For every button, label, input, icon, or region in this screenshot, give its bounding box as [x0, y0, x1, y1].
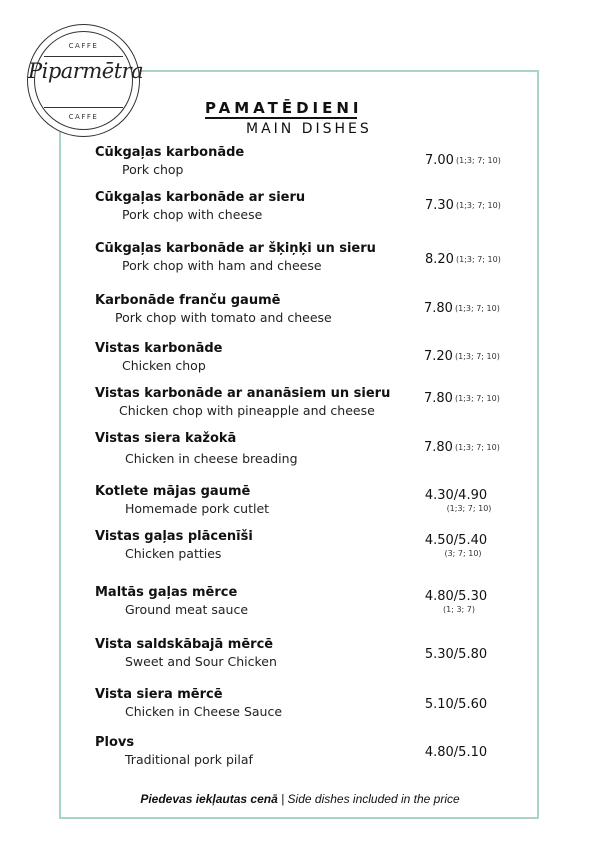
dish-name-lv: Vistas karbonāde ar ananāsiem un sieru — [95, 386, 391, 401]
dish-name-lv: Plovs — [95, 735, 135, 750]
section-title-en: MAIN DISHES — [246, 121, 372, 137]
dish-price — [425, 153, 501, 168]
logo-caffe-top: CAFFE — [68, 42, 99, 50]
allergen-codes: (1;3; 7; 10) — [455, 255, 501, 264]
dish-price — [424, 391, 500, 406]
dish-name-en: Ground meat sauce — [125, 602, 249, 617]
dish-name-lv: Cūkgaļas karbonāde ar sieru — [95, 190, 306, 205]
menu-item — [0, 687, 600, 731]
footer-lv: Piedevas iekļautas cenā — [140, 792, 278, 806]
menu-item — [0, 484, 600, 528]
dish-name-en: Chicken patties — [125, 546, 222, 561]
allergen-codes: (1;3; 7; 10) — [455, 156, 501, 165]
price-value: 7.20 — [424, 349, 453, 364]
menu-item — [0, 145, 600, 189]
section-title-underline — [205, 117, 357, 119]
dish-name-en: Traditional pork pilaf — [125, 752, 253, 767]
dish-name-lv: Karbonāde franču gaumē — [95, 293, 281, 308]
logo-rule-bottom — [44, 107, 123, 108]
dish-name-lv: Kotlete mājas gaumē — [95, 484, 251, 499]
dish-name-en: Pork chop with cheese — [122, 207, 263, 222]
allergen-codes: (1;3; 7; 10) — [446, 504, 492, 513]
dish-name-lv: Vista saldskābajā mērcē — [95, 637, 274, 652]
dish-name-en: Chicken in Cheese Sauce — [125, 704, 283, 719]
dish-price — [425, 198, 501, 213]
menu-item — [0, 735, 600, 779]
logo-rule-top — [44, 56, 123, 57]
footer-separator: | — [277, 792, 288, 806]
menu-item — [0, 585, 600, 629]
dish-name-lv: Vistas siera kažokā — [95, 431, 237, 446]
price-value: 7.80 — [424, 301, 453, 316]
footer-en: Side dishes included in the price — [287, 792, 460, 806]
dish-price: 4.30/4.90 — [424, 488, 488, 503]
dish-name-en: Chicken chop with pineapple and cheese — [119, 403, 375, 418]
menu-item — [0, 241, 600, 285]
dish-price: 4.80/5.10 — [424, 745, 488, 760]
dish-price: 4.50/5.40 — [424, 533, 488, 548]
dish-name-en: Chicken chop — [122, 358, 206, 373]
dish-name-lv: Vistas gaļas plācenīši — [95, 529, 253, 544]
dish-name-en: Homemade pork cutlet — [125, 501, 270, 516]
dish-price: 5.30/5.80 — [424, 647, 488, 662]
dish-name-lv: Vista siera mērcē — [95, 687, 223, 702]
dish-name-lv: Cūkgaļas karbonāde — [95, 145, 245, 160]
dish-name-en: Sweet and Sour Chicken — [125, 654, 277, 669]
menu-item — [0, 386, 600, 430]
dish-name-en: Chicken in cheese breading — [125, 451, 298, 466]
menu-item — [0, 529, 600, 573]
menu-item — [0, 293, 600, 337]
dish-price — [424, 349, 500, 364]
dish-price — [424, 440, 500, 455]
price-value: 8.20 — [425, 252, 454, 267]
price-value: 7.80 — [424, 440, 453, 455]
dish-name-en: Pork chop with tomato and cheese — [115, 310, 332, 325]
dish-price — [424, 301, 500, 316]
dish-name-en: Pork chop with ham and cheese — [122, 258, 322, 273]
section-title-lv: PAMATĒDIENI — [205, 99, 363, 117]
price-value: 7.30 — [425, 198, 454, 213]
menu-item — [0, 190, 600, 234]
dish-name-lv: Cūkgaļas karbonāde ar šķiņķi un sieru — [95, 241, 376, 256]
footer-note — [0, 792, 600, 806]
logo-caffe-bottom: CAFFE — [68, 113, 99, 121]
allergen-codes: (3; 7; 10) — [444, 549, 482, 558]
dish-price: 4.80/5.30 — [424, 589, 488, 604]
menu-item — [0, 341, 600, 385]
allergen-codes: (1;3; 7; 10) — [454, 443, 500, 452]
allergen-codes: (1; 3; 7) — [443, 605, 475, 614]
cafe-logo — [27, 24, 144, 137]
dish-name-en: Pork chop — [122, 162, 184, 177]
logo-name: Piparmētra — [28, 59, 144, 83]
price-value: 7.00 — [425, 153, 454, 168]
price-value: 7.80 — [424, 391, 453, 406]
dish-name-lv: Maltās gaļas mērce — [95, 585, 238, 600]
menu-item — [0, 637, 600, 681]
dish-price: 5.10/5.60 — [424, 697, 488, 712]
dish-price — [425, 252, 501, 267]
allergen-codes: (1;3; 7; 10) — [454, 304, 500, 313]
menu-item — [0, 431, 600, 475]
allergen-codes: (1;3; 7; 10) — [454, 352, 500, 361]
allergen-codes: (1;3; 7; 10) — [454, 394, 500, 403]
allergen-codes: (1;3; 7; 10) — [455, 201, 501, 210]
dish-name-lv: Vistas karbonāde — [95, 341, 223, 356]
